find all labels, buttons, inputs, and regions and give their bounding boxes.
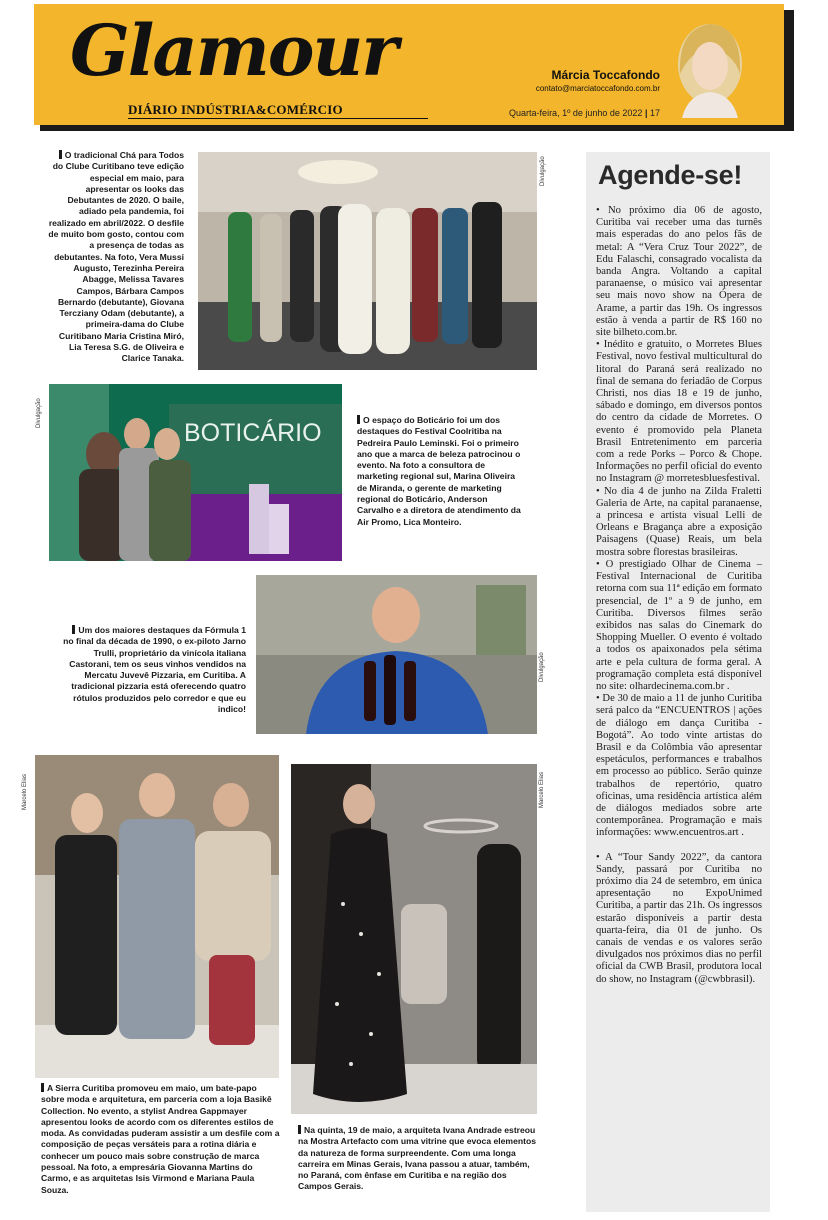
boticario-sign-text: BOTICÁRIO bbox=[184, 419, 322, 447]
caption-cha bbox=[48, 150, 184, 365]
columnist-email[interactable]: contato@marciatoccafondo.com.br bbox=[535, 84, 660, 93]
photo-credit-cha: Divulgação bbox=[540, 156, 546, 186]
photo-ivana bbox=[291, 764, 537, 1114]
masthead-logo: Glamour bbox=[70, 9, 397, 92]
agenda-item: • O prestigiado Olhar de Cinema – Festival Internacional de Curitiba retorna com sua 11ª edição em formato presencial, de 1º a 9 de junho, em Curitiba. Diversos filmes serão exibidos nas salas do Cinemark do Shopping Mueller. O evento é voltado a todos os apaixonados pela sétima arte e pela cultura de forma geral. A programação completa está disponível no site: olhardecinema.com.br . bbox=[596, 558, 762, 692]
agenda-item: • A “Tour Sandy 2022”, da cantora Sandy, passará por Curitiba no próximo dia 24 de setembro, em única apresentação no ExpoUnimed Curitiba, a partir das 21h. Os ingressos estarão disponíveis a partir desta quarta-feira, dia 01 de junho. Os canais de vendas e os valores serão divulgados nos próximos dias no perfil oficial da CWB Brasil, produtora local do show, no Instagram (@cwbbrasil). bbox=[596, 851, 762, 985]
agenda-item: • Inédito e gratuito, o Morretes Blues Festival, novo festival multicultural do litoral do Paraná será realizado no final de semana do feriadão de Corpus Christi, nos dias 18 e 19 de junho, sábado e domingo, em diversos pontos do centro da cidade de Morretes. O evento é promovido pela Planeta Brasil Entretenimento em parceria com a rede Porks – Porco & Chope. Informações no perfil oficial do evento no Instagram @ morretesbluesfestival. bbox=[596, 339, 762, 485]
caption-marker bbox=[357, 415, 360, 424]
dateline-separator: | bbox=[644, 108, 650, 118]
photo-boticario-image bbox=[49, 384, 342, 561]
photo-cha-debutantes bbox=[198, 152, 537, 370]
caption-sierra-text: A Sierra Curitiba promoveu em maio, um bate-papo sobre moda e arquitetura, em parceria com a loja Basikê Collection. No evento, a stylist Andrea Gappmayer apresentou looks de acordo com os diferentes estilos de moda. As convidadas puderam assistir a um desfile com a composição de peças versáteis para a rotina diária e conhecer um pouco mais sobre construção de marca pessoal. Na foto, a empresária Giovanna Martins do Carmo, e as arquitetas Isis Virmond e Mariana Paula Souza. bbox=[41, 1083, 280, 1195]
caption-trulli-text: Um dos maiores destaques da Fórmula 1 no final da década de 1990, o ex-piloto Jarno Trulli, proprietário da vinícola italiana Castorani, tem os seus vinhos vendidos na Mercatu Juvevê Pizzaria, em Curitiba. A tradicional pizzaria está oferecendo quatro rótulos produzidos pelo corredor e que eu indico! bbox=[63, 625, 246, 715]
issue-date: Quarta-feira, 1º de junho de 2022 bbox=[509, 108, 643, 118]
photo-sierra-image bbox=[35, 755, 279, 1078]
columnist-portrait bbox=[668, 14, 748, 118]
caption-ivana bbox=[298, 1125, 538, 1193]
agenda-item: • De 30 de maio a 11 de junho Curitiba será palco da “ENCUENTROS | ações de diálogo em dança Curitiba - Bogotá”. Ao todo vinte artistas do Brasil e da Colômbia vão apresentar espetáculos, performances e trabalhos em processo ao público. Serão quinze trabalhos de repertório, quatro oficinas, uma residência artística além de diálogos mediados sobre arte contemporânea. Programação e mais informações: www.encuentros.art . bbox=[596, 693, 762, 839]
agenda-title: Agende-se! bbox=[598, 160, 743, 190]
photo-credit-boticario: Divulgação bbox=[36, 398, 42, 428]
agenda-list bbox=[596, 205, 762, 986]
caption-cha-text: O tradicional Chá para Todos do Clube Curitibano teve edição especial em maio, para apresentar os looks das Debutantes de 2020. O baile, adiado pela pandemia, foi realizado em abril/2022. O desfile de muito bom gosto, contou com a presença de todas as debutantes. Na foto, Vera Mussi Augusto, Terezinha Pereira Abagge, Melissa Tavares Campos, Bárbara Campos Bernardo (debutante), Giovana Terczianу Odam (debutante), a primeira-dama do Clube Curitibano Maria Cristina Miró, Lia Teresa S.G. de Oliveira e Clarice Tanaka. bbox=[48, 150, 184, 364]
caption-marker bbox=[59, 150, 62, 159]
photo-ivana-image bbox=[291, 764, 537, 1114]
photo-credit-ivana: Marcelo Elias bbox=[539, 771, 545, 808]
photo-credit-trulli: Divulgação bbox=[539, 652, 545, 682]
agenda-item: • No próximo dia 06 de agosto, Curitiba vai receber uma das turnês mais esperadas do ano pelos fãs de metal: A “Vera Cruz Tour 2022”, de Edu Falaschi, consagrado vocalista da banda Angra. Voltando a capital paranaense, o músico vai apresentar seu mais novo show na Ópera de Arame, a partir das 19h. Os ingressos estão à venda a partir de R$ 160 no site bilheto.com.br. bbox=[596, 205, 762, 339]
caption-marker bbox=[72, 625, 75, 634]
caption-boticario-text: O espaço do Boticário foi um dos destaques do Festival Coolritiba na Pedreira Paulo Leminski. Foi o primeiro ano que a marca de beleza patrocinou o evento. Na foto a consultora de marketing regional sul, Marina Oliveira de Miranda, o gerente de marketing regional do Boticário, Anderson Carvalho e a diretora de atendimento da Air Promo, Lica Monteiro. bbox=[357, 415, 521, 527]
agenda-item: • No dia 4 de junho na Zilda Fraletti Galeria de Arte, na capital paranaense, a princesa e artista visual Lelli de Orleans e Bragança abre a exposição Paisagens (Quase) Reais, um bela mostra sobre florestas brasileiras. bbox=[596, 485, 762, 558]
masthead-rule bbox=[128, 118, 428, 119]
dateline bbox=[500, 108, 660, 118]
caption-marker bbox=[41, 1083, 44, 1092]
caption-sierra bbox=[41, 1083, 281, 1196]
caption-marker bbox=[298, 1125, 301, 1134]
caption-trulli bbox=[60, 625, 246, 715]
photo-trulli bbox=[256, 575, 537, 734]
page-number: 17 bbox=[649, 108, 660, 118]
photo-cha-image bbox=[198, 152, 537, 370]
photo-trulli-image bbox=[256, 575, 537, 734]
masthead-subtitle: DIÁRIO INDÚSTRIA&COMÉRCIO bbox=[128, 102, 343, 117]
photo-boticario bbox=[49, 384, 342, 561]
columnist-name: Márcia Toccafondo bbox=[551, 68, 660, 82]
photo-sierra bbox=[35, 755, 279, 1078]
photo-credit-sierra: Marcelo Elias bbox=[22, 773, 28, 810]
caption-ivana-text: Na quinta, 19 de maio, a arquiteta Ivana Andrade estreou na Mostra Artefacto com uma vitrine que evoca elementos da natureza de forma surpreendente. Com uma longa carreira em Minas Gerais, Ivana passou a atuar, também, no Paraná, com ênfase em Curitiba e na região dos Campos Gerais. bbox=[298, 1125, 536, 1192]
caption-boticario bbox=[357, 415, 523, 528]
